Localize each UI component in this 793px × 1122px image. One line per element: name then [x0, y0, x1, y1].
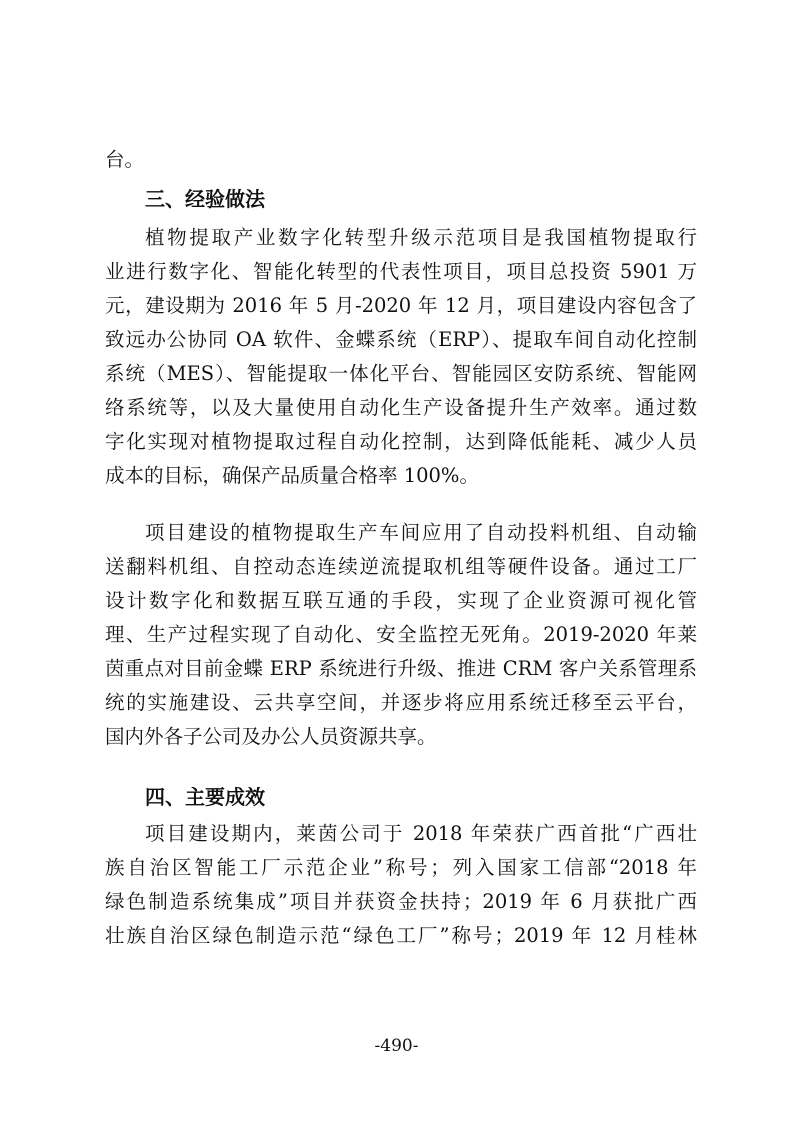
paragraph-results [105, 817, 697, 953]
text-line: 项目建设的植物提取生产车间应用了自动投料机组、自动输 [145, 521, 697, 544]
text-line: 送翻料机组、自控动态连续逆流提取机组等硬件设备。通过工厂 [105, 555, 697, 578]
text-line: 设计数字化和数据互联互通的手段，实现了企业资源可视化管 [105, 589, 697, 612]
text-line: 业进行数字化、智能化转型的代表性项目，项目总投资 5901 万 [105, 260, 697, 283]
section-heading-results: 四、主要成效 [145, 785, 265, 809]
text-line: 植物提取产业数字化转型升级示范项目是我国植物提取行 [145, 226, 697, 249]
text-line: 致远办公协同 OA 软件、金蝶系统（ERP）、提取车间自动化控制 [105, 328, 697, 351]
text-line: 成本的目标，确保产品质量合格率 100%。 [105, 464, 479, 487]
text-line: 系统（MES）、智能提取一体化平台、智能园区安防系统、智能网 [105, 362, 697, 385]
text-line: 国内外各子公司及办公人员资源共享。 [105, 725, 437, 748]
text-line: 统的实施建设、云共享空间，并逐步将应用系统迁移至云平台， [105, 691, 697, 714]
paragraph-workshop [105, 516, 697, 754]
text-line: 字化实现对植物提取过程自动化控制，达到降低能耗、减少人员 [105, 430, 697, 453]
section-heading-experience: 三、经验做法 [145, 187, 265, 211]
text-line: 项目建设期内，莱茵公司于 2018 年荣获广西首批“广西壮 [145, 822, 697, 845]
text-line: 理、生产过程实现了自动化、安全监控无死角。2019-2020 年莱 [105, 623, 697, 646]
text-line: 族自治区智能工厂示范企业”称号；列入国家工信部“2018 年 [105, 856, 697, 879]
text-line: 绿色制造系统集成”项目并获资金扶持；2019 年 6 月获批广西 [105, 890, 697, 913]
text-line: 茵重点对目前金蝶 ERP 系统进行升级、推进 CRM 客户关系管理系 [105, 657, 697, 680]
page-number: -490- [374, 1036, 419, 1056]
text-line: 壮族自治区绿色制造示范“绿色工厂”称号；2019 年 12 月桂林 [105, 924, 697, 947]
paragraph-project-overview [105, 221, 697, 493]
text-line: 元，建设期为 2016 年 5 月-2020 年 12 月，项目建设内容包含了 [105, 294, 697, 317]
paragraph-fragment [105, 143, 697, 177]
text-line: 台。 [105, 148, 145, 171]
text-line: 络系统等，以及大量使用自动化生产设备提升生产效率。通过数 [105, 396, 697, 419]
